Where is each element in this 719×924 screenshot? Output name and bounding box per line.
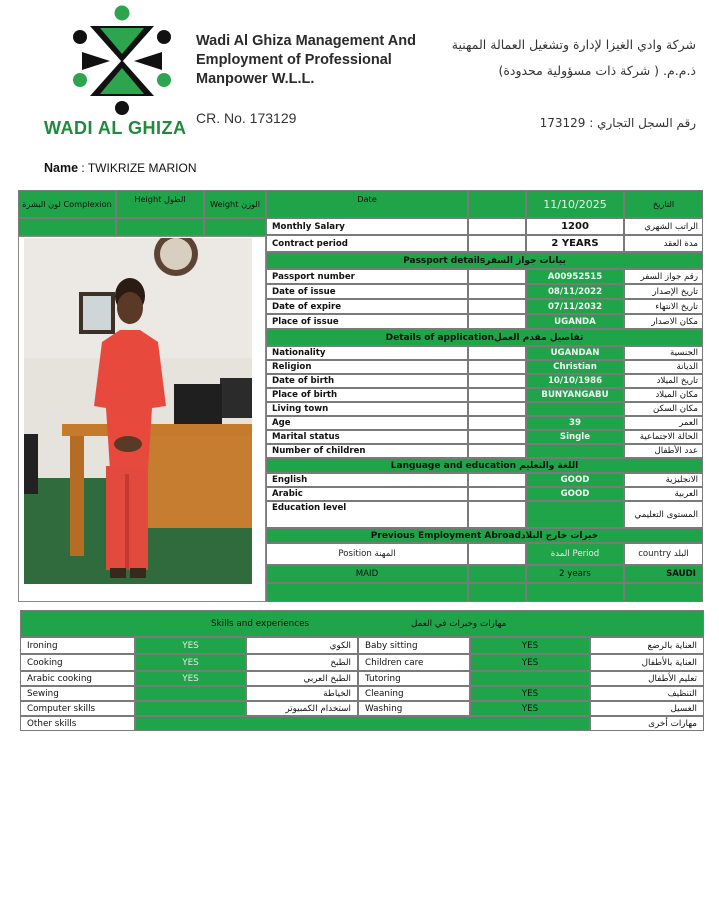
- contract-value: 2 YEARS: [526, 235, 624, 252]
- skills-title-arabic: مهارات وخبرات في العمل: [411, 618, 507, 629]
- physical-values-row: [18, 218, 116, 236]
- skill-value: [470, 671, 590, 686]
- language-arabic: العربية: [624, 487, 703, 501]
- date-header: Date: [266, 190, 468, 218]
- date-arabic: التاريخ: [624, 190, 703, 218]
- employment-position: MAID: [355, 569, 379, 579]
- skill-value: YES: [135, 654, 246, 671]
- skill-arabic: الطبخ: [246, 654, 358, 671]
- application-label: Marital status: [266, 430, 468, 444]
- other-skills-label: Other skills: [20, 716, 135, 731]
- contract-spacer: [468, 235, 526, 252]
- application-value: 39: [526, 416, 624, 430]
- application-arabic: مكان الميلاد: [624, 388, 703, 402]
- contract-label: Monthly Salary: [266, 218, 468, 235]
- language-section-title: Language and education اللغة والتعليم: [266, 458, 703, 473]
- passport-section-title: Passport detailsبيانات جواز السفر: [266, 252, 703, 269]
- passport-spacer: [468, 269, 526, 284]
- company-name-arabic: شركة وادي الغيزا لإدارة وتشغيل العمالة المهنية ذ.م.م. ( شركة ذات مسؤولية محدودة): [451, 37, 696, 78]
- application-label: Age: [266, 416, 468, 430]
- skill-label: Ironing: [20, 637, 135, 654]
- passport-spacer: [468, 299, 526, 314]
- skill-value: [135, 686, 246, 701]
- employment-period-cell: [526, 565, 624, 583]
- skill-arabic: تعليم الأطفال: [590, 671, 704, 686]
- skill-label: Computer skills: [20, 701, 135, 716]
- skill-label: Tutoring: [358, 671, 470, 686]
- application-spacer: [468, 388, 526, 402]
- name-value: : TWIKRIZE MARION: [81, 161, 197, 175]
- passport-value: A00952515: [526, 269, 624, 284]
- application-arabic: الجنسية: [624, 346, 703, 360]
- application-label: Number of children: [266, 444, 468, 458]
- language-value: GOOD: [526, 473, 624, 487]
- logo-wordmark: WADI AL GHIZA: [44, 118, 187, 138]
- employment-spacer: [468, 565, 526, 583]
- skill-label: Arabic cooking: [20, 671, 135, 686]
- skill-value: YES: [470, 637, 590, 654]
- skill-arabic: الخياطة: [246, 686, 358, 701]
- application-arabic: مكان السكن: [624, 402, 703, 416]
- employment-section-title: Previous Employment Abroadخبرات خارج البلاد: [266, 528, 703, 543]
- skill-arabic: استخدام الكمبيوتر: [246, 701, 358, 716]
- cr-number-arabic: رقم السجل التجاري : 173129: [539, 116, 696, 130]
- skill-value: YES: [135, 671, 246, 686]
- contract-label: Contract period: [266, 235, 468, 252]
- application-value: 10/10/1986: [526, 374, 624, 388]
- application-spacer: [468, 444, 526, 458]
- date-value: 11/10/2025: [526, 190, 624, 218]
- date-spacer: [468, 190, 526, 218]
- language-value: [526, 501, 624, 528]
- language-value: GOOD: [526, 487, 624, 501]
- country-header-text: country البلد: [638, 549, 689, 559]
- candidate-name: [44, 161, 197, 175]
- language-arabic: الانجليزية: [624, 473, 703, 487]
- application-arabic: العمر: [624, 416, 703, 430]
- language-label: Education level: [266, 501, 468, 528]
- employment-row: [266, 565, 468, 583]
- application-arabic: عدد الأطفال: [624, 444, 703, 458]
- passport-spacer: [468, 314, 526, 329]
- application-label: Nationality: [266, 346, 468, 360]
- passport-arabic: تاريخ الإصدار: [624, 284, 703, 299]
- company-logo: [62, 4, 182, 116]
- position-header-text: Position المهنة: [338, 549, 396, 559]
- language-spacer: [468, 487, 526, 501]
- application-spacer: [468, 360, 526, 374]
- application-spacer: [468, 416, 526, 430]
- application-value: BUNYANGABU: [526, 388, 624, 402]
- employment-empty-row: [526, 583, 624, 602]
- application-value: [526, 444, 624, 458]
- passport-arabic: تاريخ الانتهاء: [624, 299, 703, 314]
- skill-value: YES: [470, 654, 590, 671]
- language-arabic: المستوى التعليمي: [624, 501, 703, 528]
- contract-arabic: الراتب الشهري: [624, 218, 703, 235]
- cr-number-english: CR. No. 173129: [196, 110, 297, 126]
- employment-empty-row: [468, 583, 526, 602]
- passport-value: UGANDA: [526, 314, 624, 329]
- skill-value: YES: [470, 701, 590, 716]
- skill-label: Cooking: [20, 654, 135, 671]
- employment-empty-row: [624, 583, 703, 602]
- passport-label: Date of issue: [266, 284, 468, 299]
- passport-arabic: رقم جواز السفر: [624, 269, 703, 284]
- employment-period-header: [526, 543, 624, 565]
- employment-country-cell: [624, 565, 703, 583]
- contract-value: 1200: [526, 218, 624, 235]
- employment-spacer: [468, 543, 526, 565]
- weight-header: Weight الوزن: [204, 190, 266, 218]
- name-label: Name: [44, 161, 79, 175]
- application-label: Living town: [266, 402, 468, 416]
- other-skills-value: [135, 716, 590, 731]
- skills-title-english: Skills and experiences: [211, 618, 310, 629]
- application-label: Date of birth: [266, 374, 468, 388]
- skill-value: YES: [135, 637, 246, 654]
- skill-value: YES: [470, 686, 590, 701]
- application-label: Religion: [266, 360, 468, 374]
- application-value: UGANDAN: [526, 346, 624, 360]
- company-name-english: Wadi Al Ghiza Management And Employment of Professional Manpower W.L.L.: [196, 33, 416, 87]
- skill-label: Cleaning: [358, 686, 470, 701]
- contract-arabic: مدة العقد: [624, 235, 703, 252]
- application-label: Place of birth: [266, 388, 468, 402]
- skill-arabic: الغسيل: [590, 701, 704, 716]
- passport-value: 07/11/2032: [526, 299, 624, 314]
- application-arabic: تاريخ الميلاد: [624, 374, 703, 388]
- period-header-text: المدة Period: [550, 549, 600, 559]
- application-value: Christian: [526, 360, 624, 374]
- passport-label: Place of issue: [266, 314, 468, 329]
- skill-label: Baby sitting: [358, 637, 470, 654]
- passport-value: 08/11/2022: [526, 284, 624, 299]
- photo-frame: [18, 236, 266, 602]
- passport-label: Date of expire: [266, 299, 468, 314]
- physical-values-row: [204, 218, 266, 236]
- application-spacer: [468, 430, 526, 444]
- employment-country: SAUDI: [666, 569, 696, 579]
- skill-arabic: الطبخ العربي: [246, 671, 358, 686]
- passport-label: Passport number: [266, 269, 468, 284]
- skill-label: Washing: [358, 701, 470, 716]
- skill-label: Sewing: [20, 686, 135, 701]
- contract-spacer: [468, 218, 526, 235]
- height-header: Height الطول: [116, 190, 204, 218]
- employment-period: 2 years: [559, 569, 591, 579]
- skill-label: Children care: [358, 654, 470, 671]
- skill-arabic: العناية بالأطفال: [590, 654, 704, 671]
- language-label: Arabic: [266, 487, 468, 501]
- skill-value: [135, 701, 246, 716]
- application-value: Single: [526, 430, 624, 444]
- employment-position-header: [266, 543, 468, 565]
- employment-empty-row: [266, 583, 468, 602]
- complexion-header: لون البشرة Complexion: [18, 190, 116, 218]
- other-skills-arabic: مهارات أخرى: [590, 716, 704, 731]
- skill-arabic: الكوي: [246, 637, 358, 654]
- employment-country-header: [624, 543, 703, 565]
- application-spacer: [468, 346, 526, 360]
- passport-spacer: [468, 284, 526, 299]
- skills-header: [20, 610, 704, 637]
- application-spacer: [468, 402, 526, 416]
- language-label: English: [266, 473, 468, 487]
- application-arabic: الديانة: [624, 360, 703, 374]
- language-spacer: [468, 473, 526, 487]
- application-section-title: Details of applicationتفاصيل مقدم العمل: [266, 329, 703, 346]
- skill-arabic: التنظيف: [590, 686, 704, 701]
- application-spacer: [468, 374, 526, 388]
- language-spacer: [468, 501, 526, 528]
- physical-values-row: [116, 218, 204, 236]
- application-value: [526, 402, 624, 416]
- passport-arabic: مكان الاصدار: [624, 314, 703, 329]
- application-arabic: الحالة الاجتماعية: [624, 430, 703, 444]
- skill-arabic: العناية بالرضع: [590, 637, 704, 654]
